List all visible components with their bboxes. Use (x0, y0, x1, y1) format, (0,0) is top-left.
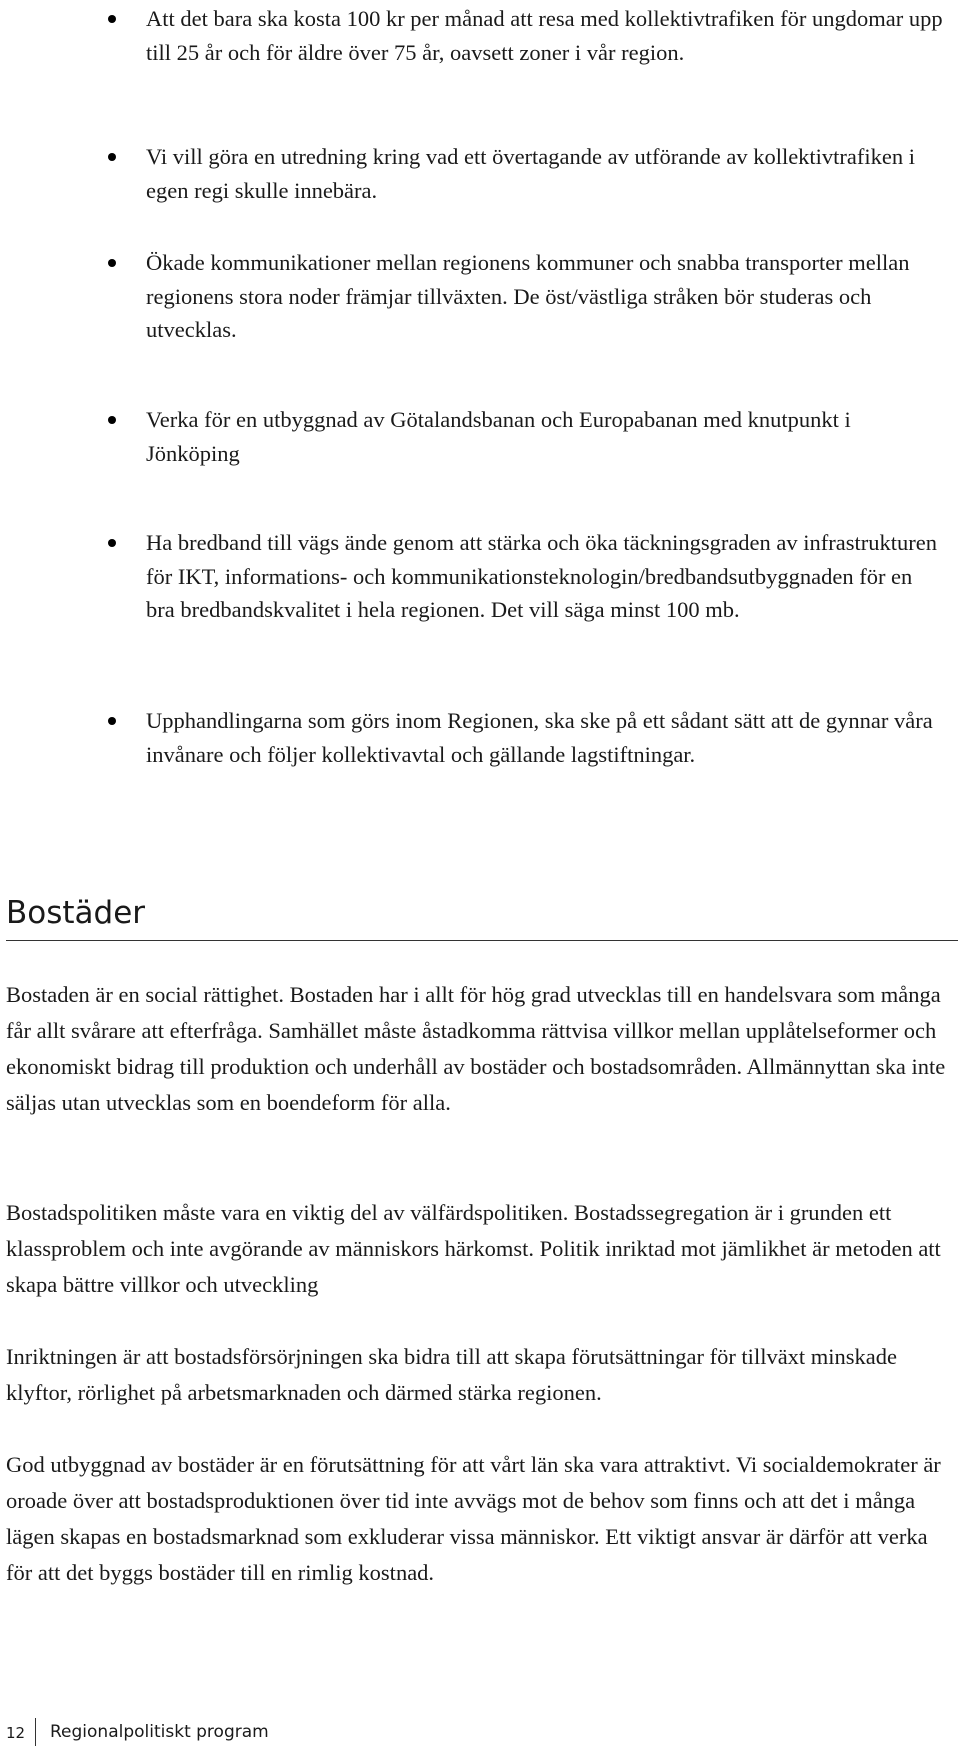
list-item-text: Att det bara ska kosta 100 kr per månad att resa med kollektivtrafiken för ungdomar upp till 25 år och för äldre över 75 år, oavsett zoner i vår region. (146, 6, 943, 65)
paragraph: Bostadspolitiken måste vara en viktig del av välfärdspolitiken. Bostadssegregation är i grunden ett klassproblem och inte avgörande av människors härkomst. Politik inriktad mot jämlikhet är metoden att skapa bättre villkor och utveckling (6, 1200, 941, 1297)
bullet-dot-icon (108, 15, 116, 23)
list-item-text: Upphandlingarna som görs inom Regionen, ska ske på ett sådant sätt att de gynnar våra invånare och följer kollektivavtal och gällande lagstiftningar. (146, 708, 933, 767)
list-item (146, 2, 946, 69)
list-item (146, 526, 946, 627)
list-item-text: Vi vill göra en utredning kring vad ett övertagande av utförande av kollektivtrafiken i egen regi skulle innebära. (146, 144, 916, 203)
bullet-dot-icon (108, 153, 116, 161)
section-heading: Bostäder (6, 895, 146, 931)
list-item (146, 704, 946, 771)
list-item-text: Ökade kommunikationer mellan regionens kommuner och snabba transporter mellan regionens stora noder främjar tillväxten. De öst/västliga stråken bör studeras och utvecklas. (146, 250, 910, 342)
list-item-text: Verka för en utbyggnad av Götalandsbanan och Europabanan med knutpunkt i Jönköping (146, 407, 851, 466)
page-number: 12 (6, 1724, 26, 1742)
bullet-dot-icon (108, 539, 116, 547)
paragraph: Inriktningen är att bostadsförsörjningen ska bidra till att skapa förutsättningar för tillväxt minskade klyftor, rörlighet på arbetsmarknaden och därmed stärka regionen. (6, 1344, 898, 1405)
list-item (146, 246, 946, 347)
paragraph: God utbyggnad av bostäder är en förutsättning för att vårt län ska vara attraktivt. Vi socialdemokrater är oroade över att bostadsproduktionen över tid inte avvägs mot de behov som finns och att det i många lägen skapas en bostadsmarknad som exkluderar vissa människor. Ett viktigt ansvar är därför att verka för att det byggs bostäder till en rimlig kostnad. (6, 1452, 941, 1585)
list-item (146, 140, 946, 207)
bullet-dot-icon (108, 259, 116, 267)
bullet-dot-icon (108, 416, 116, 424)
document-title: Regionalpolitiskt program (50, 1722, 269, 1742)
list-item-text: Ha bredband till vägs ände genom att stärka och öka täckningsgraden av infrastrukturen för IKT, informations- och kommunikationsteknologin/bredbandsutbyggnaden för en bra bredbandskvalitet i hela regionen. Det vill säga minst 100 mb. (146, 530, 937, 622)
footer-divider (35, 1718, 36, 1746)
bullet-dot-icon (108, 717, 116, 725)
paragraph: Bostaden är en social rättighet. Bostaden har i allt för hög grad utvecklas till en handelsvara som många får allt svårare att efterfråga. Samhället måste åstadkomma rättvisa villkor mellan upplåtelseformer och ekonomiskt bidrag till produktion och underhåll av bostäder och bostadsområden. Allmännyttan ska inte säljas utan utvecklas som en boendeform för alla. (6, 982, 946, 1115)
heading-divider (6, 940, 958, 941)
page-footer (0, 1718, 960, 1746)
list-item (146, 403, 946, 470)
